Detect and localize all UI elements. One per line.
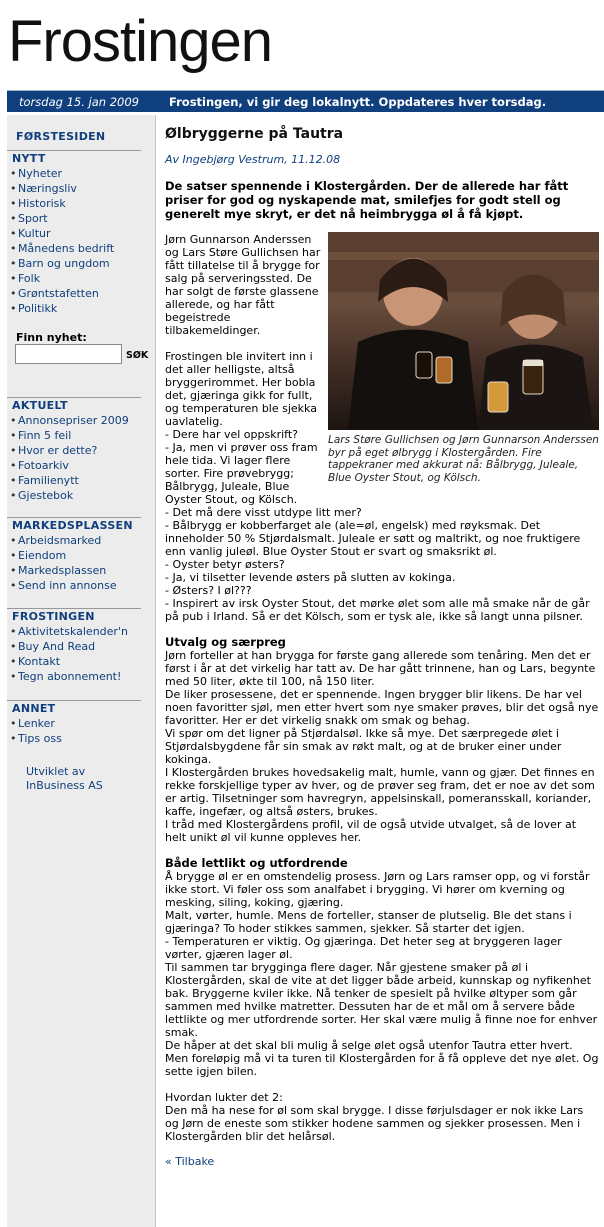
nav-item[interactable]: • Kultur (7, 226, 141, 241)
article-paragraph: Malt, vørter, humle. Mens de forteller, stanser de plutselig. Ble det stans i gjæringa? To hoder stikkes sammen, sjekker. Så starter det igjen. (165, 909, 572, 935)
nav-item[interactable]: • Hvor er dette? (7, 443, 141, 458)
article-paragraph: - Inspirert av irsk Oyster Stout, det mørke ølet som alle må smake når de går på pub i Irland. Så er det Kölsch, som er tysk ale, ikke så langt unna pilsner. (165, 597, 590, 623)
nav-item[interactable]: • Nyheter (7, 166, 141, 181)
credit-line: Utviklet av (26, 765, 86, 778)
article-paragraph: - Dere har vel oppskrift? (165, 428, 299, 441)
nav-item[interactable]: • Tips oss (7, 731, 141, 746)
site-tagline: Frostingen, vi gir deg lokalnytt. Oppdateres hver torsdag. (169, 95, 547, 109)
section-heading: Både lettlikt og utfordrende (165, 856, 348, 870)
nav-section-title: MARKEDSPLASSEN (12, 519, 133, 532)
article-paragraph: - Østers? I øl??? (165, 584, 252, 597)
article-paragraph: - Ja, vi tilsetter levende østers på slutten av kokinga. (165, 571, 456, 584)
nav-section (7, 517, 141, 593)
nav-item[interactable]: • Månedens bedrift (7, 241, 141, 256)
section-body (165, 1091, 599, 1143)
article-paragraph: De håper at det skal bli mulig å selge ølet også utenfor Tautra etter hvert. Men foreløpig må vi ta turen til Klostergården for å få oppleve det nye ølet. Og sette igjen bilen. (165, 1039, 599, 1078)
article-photo (328, 232, 599, 484)
nav-item[interactable]: • Historisk (7, 196, 141, 211)
article-paragraph: I Klostergården brukes hovedsakelig malt, humle, vann og gjær. Det finnes en rekke forskjellige typer av hver, og de prøver seg fram, det er noe av det som er artig. Tilsetninger som havregryn, appelsinskall, pomeransskall, koriander, kaffe, ingefær, og altså østers, brukes. (165, 766, 595, 818)
nav-item[interactable]: • Barn og ungdom (7, 256, 141, 271)
article-paragraph: - Temperaturen er viktig. Og gjæringa. Det heter seg at bryggeren lager vørter, gjæren lager øl. (165, 935, 562, 961)
nav-item[interactable]: • Sport (7, 211, 141, 226)
top-bar (7, 90, 604, 112)
article-paragraph: I tråd med Klostergårdens profil, vil de også utvide utvalget, så de lover at helt unikt øl vil kunne oppleves her. (165, 818, 577, 844)
nav-item[interactable]: • Aktivitetskalender'n (7, 624, 141, 639)
nav-section-title: ANNET (12, 702, 56, 715)
article-byline: Av Ingebjørg Vestrum, 11.12.08 (165, 153, 341, 166)
nav-item[interactable]: • Folk (7, 271, 141, 286)
site-logo[interactable]: Frostingen (8, 9, 273, 74)
nav-item[interactable]: • Finn 5 feil (7, 428, 141, 443)
frontpage-link[interactable]: FØRSTESIDEN (16, 130, 106, 143)
article-paragraph: Frostingen ble invitert inn i det aller helligste, altså bryggerirommet. Her bobla det, gjæringa gikk for fullt, og temperaturen ble sjekka uavlatelig. (165, 350, 317, 428)
nav-item[interactable]: • Lenker (7, 716, 141, 731)
nav-item[interactable]: • Familienytt (7, 473, 141, 488)
nav-section (7, 150, 141, 316)
nav-section (7, 608, 141, 684)
section-body (165, 870, 599, 1078)
nav-item[interactable]: • Markedsplassen (7, 563, 141, 578)
section-heading: Utvalg og særpreg (165, 635, 286, 649)
nav-section-title: NYTT (12, 152, 46, 165)
nav-item[interactable]: • Gjestebok (7, 488, 141, 503)
nav-item[interactable]: • Grøntstafetten (7, 286, 141, 301)
article-paragraph: Den må ha nese for øl som skal brygge. I disse førjulsdager er nok ikke Lars og Jørn de eneste som stikker hodene sammen og sjekker prosessen. Men i Klostergården blir det helårsøl. (165, 1104, 584, 1143)
nav-item[interactable]: • Tegn abonnement! (7, 669, 141, 684)
nav-item[interactable]: • Politikk (7, 301, 141, 316)
search-button[interactable]: SØK (126, 350, 149, 361)
photo-caption: Lars Støre Gullichsen og Jørn Gunnarson Anderssen byr på eget ølbrygg i Klostergården. Fire tappekraner med akkurat nå: Bålbrygg, Juleale, Blue Oyster Stout, og Kölsch. (328, 434, 599, 484)
nav-item[interactable]: • Næringsliv (7, 181, 141, 196)
article-paragraph: Hvordan lukter det 2: (165, 1091, 283, 1104)
back-link[interactable]: « Tilbake (165, 1155, 215, 1168)
article-paragraph: - Oyster betyr østers? (165, 558, 285, 571)
article-paragraph: Å brygge øl er en omstendelig prosess. Jørn og Lars ramser opp, og vi forstår ikke stort. Vi føler oss som analfabet i brygging. Vi hører om kverning og mesking, siling, koking, gjæring. (165, 870, 590, 909)
search-input[interactable] (15, 344, 122, 364)
nav-item[interactable]: • Eiendom (7, 548, 141, 563)
article-paragraph: De liker prosessene, det er spennende. Ingen brygger blir likens. De har vel noen favoritter sjøl, men etter hvert som nye smaker prøves, blir det også nye favoritter. Her er det virkelig snakk om smak og behag. (165, 688, 599, 727)
nav-item[interactable]: • Fotoarkiv (7, 458, 141, 473)
credit-company-link[interactable]: InBusiness AS (26, 779, 103, 792)
article-paragraph: Jørn forteller at han brygga for første gang allerede som tenåring. Men det er først i år at det virkelig har tatt av. De har gått trinnene, han og Lars, begynte med 50 liter, økte til 100, nå 150 liter. (165, 649, 596, 688)
nav-item[interactable]: • Buy And Read (7, 639, 141, 654)
article-lead: De satser spennende i Klostergården. Der de allerede har fått priser for god og nyskapende mat, smilefjes for godt stell og generelt mye skryt, er det nå heimbrygga øl å få kjøpt. (165, 179, 569, 221)
search-label: Finn nyhet: (16, 331, 87, 344)
article-paragraph: - Ja, men vi prøver oss fram hele tida. Vi lager flere sorter. Fire prøvebrygg; Bålbrygg, Juleale, Blue Oyster Stout, og Kölsch. (165, 441, 318, 506)
photo-image (328, 232, 599, 430)
nav-section-title: FROSTINGEN (12, 610, 95, 623)
article (165, 128, 599, 1168)
credit (26, 765, 103, 793)
nav-item[interactable]: • Annonsepriser 2009 (7, 413, 141, 428)
article-paragraph: - Det må dere visst utdype litt mer? (165, 506, 362, 519)
nav-item[interactable]: • Arbeidsmarked (7, 533, 141, 548)
brewers-photo (328, 232, 599, 430)
nav-section (7, 397, 141, 503)
nav-section (7, 700, 141, 746)
section-body (165, 649, 599, 844)
article-paragraph: Vi spør om det ligner på Stjørdalsøl. Ikke så mye. Det særpregede ølet i Stjørdalsbygdene får sin smak av røkt malt, og at de bruker einer under kokinga. (165, 727, 562, 766)
nav-item[interactable]: • Send inn annonse (7, 578, 141, 593)
article-paragraph: Jørn Gunnarson Anderssen og Lars Støre Gullichsen har fått tillatelse til å brygge for salg på serveringssted. De har solgt de første glassene allerede, og har fått begeistrede tilbakemeldinger. (165, 233, 321, 337)
nav-section-title: AKTUELT (12, 399, 68, 412)
article-paragraph: Til sammen tar bryggingа flere dager. Når gjestene smaker på øl i Klostergården, skal de vite at det ligger både arbeid, kunnskap og nyfikenhet bak. Bryggerne kviler ikke. Nå tenker de spesielt på hvilke øltyper som går sammen med hvilke matretter. Dessuten har de et mål om å servere både lettlikte og mer utfordrende sorter. Her skal være mulig å finne noe for enhver smak. (165, 961, 598, 1039)
nav-item[interactable]: • Kontakt (7, 654, 141, 669)
article-title: Ølbryggerne på Tautra (165, 126, 344, 142)
current-date: torsdag 15. jan 2009 (19, 95, 139, 109)
article-paragraph: - Bålbrygg er kobberfarget ale (ale=øl, engelsk) med røyksmak. Det inneholder 50 % Stjørdalsmalt. Juleale er søtt og maltrikt, og noe fruktigere enn vanlig juleøl. Blue Oyster Stout er svart og smaksrikt øl. (165, 519, 581, 558)
